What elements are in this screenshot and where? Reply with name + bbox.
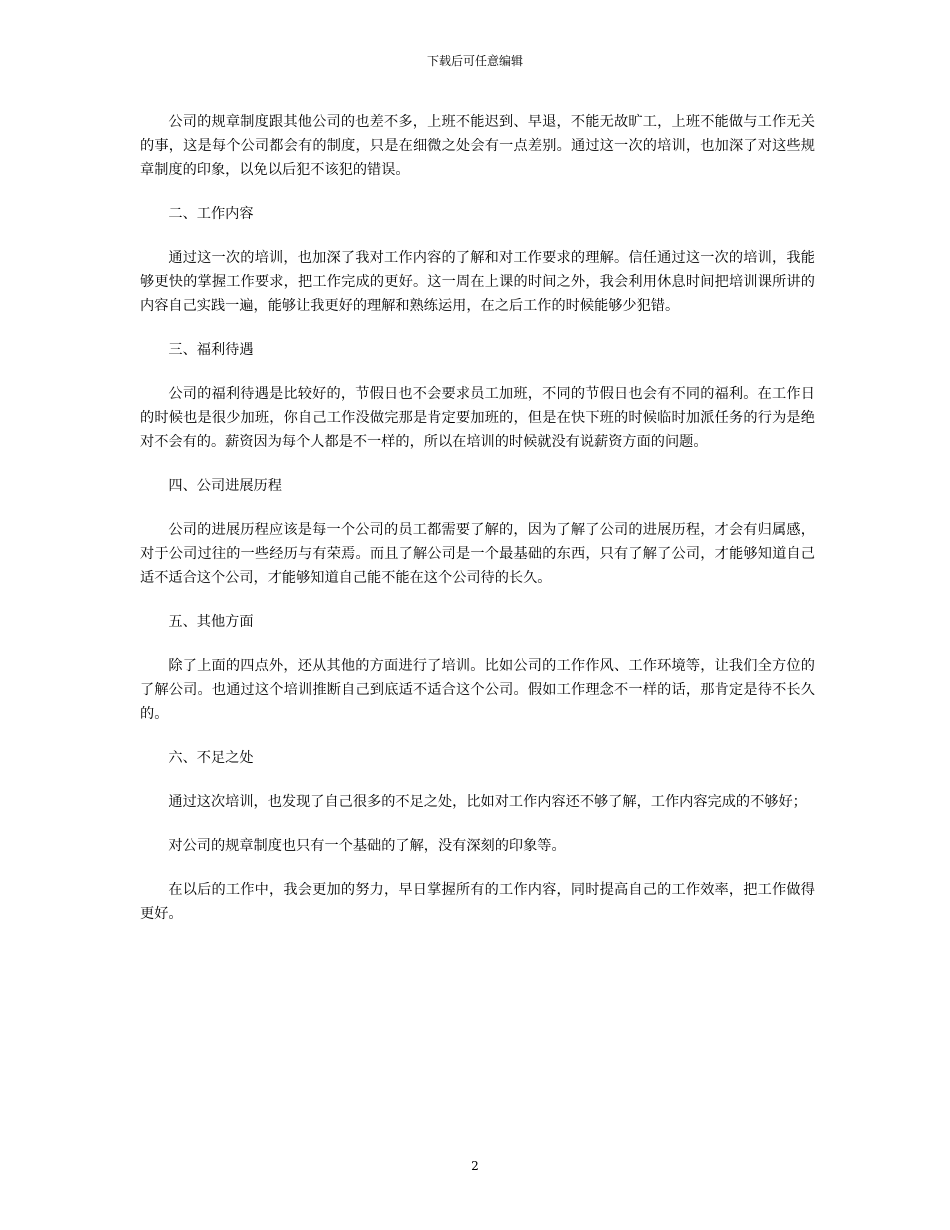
section-heading-company-history: 四、公司进展历程 bbox=[168, 478, 282, 494]
paragraph-benefits: 公司的福利待遇是比较好的，节假日也不会要求员工加班，不同的节假日也会有不同的福利。在工作日的时候也是很少加班，你自己工作没做完那是肯定要加班的，但是在快下班的时候临时加派任务的行为是绝对不会有的。薪资因为每个人都是不一样的，所以在培训的时候就没有说薪资方面的问题。 bbox=[140, 386, 815, 450]
document-body bbox=[140, 110, 815, 946]
section-heading-shortcomings: 六、不足之处 bbox=[168, 750, 254, 766]
paragraph-other-aspects: 除了上面的四点外，还从其他的方面进行了培训。比如公司的工作作风、工作环境等，让我们全方位的了解公司。也通过这个培训推断自己到底适不适合这个公司。假如工作理念不一样的话，那肯定是待不长久的。 bbox=[140, 658, 815, 722]
paragraph-conclusion: 在以后的工作中，我会更加的努力，早日掌握所有的工作内容，同时提高自己的工作效率，把工作做得更好。 bbox=[140, 882, 815, 922]
section-heading-other-aspects: 五、其他方面 bbox=[168, 614, 254, 630]
section-heading-benefits: 三、福利待遇 bbox=[168, 342, 254, 358]
section-heading-work-content: 二、工作内容 bbox=[168, 206, 254, 222]
paragraph-shortcomings-1: 通过这次培训，也发现了自己很多的不足之处，比如对工作内容还不够了解，工作内容完成的不够好； bbox=[168, 794, 807, 810]
paragraph-shortcomings-2: 对公司的规章制度也只有一个基础的了解，没有深刻的印象等。 bbox=[168, 838, 566, 854]
paragraph-work-content: 通过这一次的培训，也加深了我对工作内容的了解和对工作要求的理解。信任通过这一次的培训，我能够更快的掌握工作要求，把工作完成的更好。这一周在上课的时间之外，我会利用休息时间把培训课所讲的内容自己实践一遍，能够让我更好的理解和熟练运用，在之后工作的时候能够少犯错。 bbox=[140, 250, 815, 314]
paragraph-rules: 公司的规章制度跟其他公司的也差不多，上班不能迟到、早退，不能无故旷工，上班不能做与工作无关的事，这是每个公司都会有的制度，只是在细微之处会有一点差别。通过这一次的培训，也加深了对这些规章制度的印象，以免以后犯不该犯的错误。 bbox=[140, 114, 815, 178]
paragraph-company-history: 公司的进展历程应该是每一个公司的员工都需要了解的，因为了解了公司的进展历程，才会有归属感，对于公司过往的一些经历与有荣焉。而且了解公司是一个最基础的东西，只有了解了公司，才能够知道自己适不适合这个公司，才能够知道自己能不能在这个公司待的长久。 bbox=[140, 522, 815, 586]
page-header: 下载后可任意编辑 bbox=[426, 54, 523, 68]
page-number: 2 bbox=[471, 1159, 479, 1173]
